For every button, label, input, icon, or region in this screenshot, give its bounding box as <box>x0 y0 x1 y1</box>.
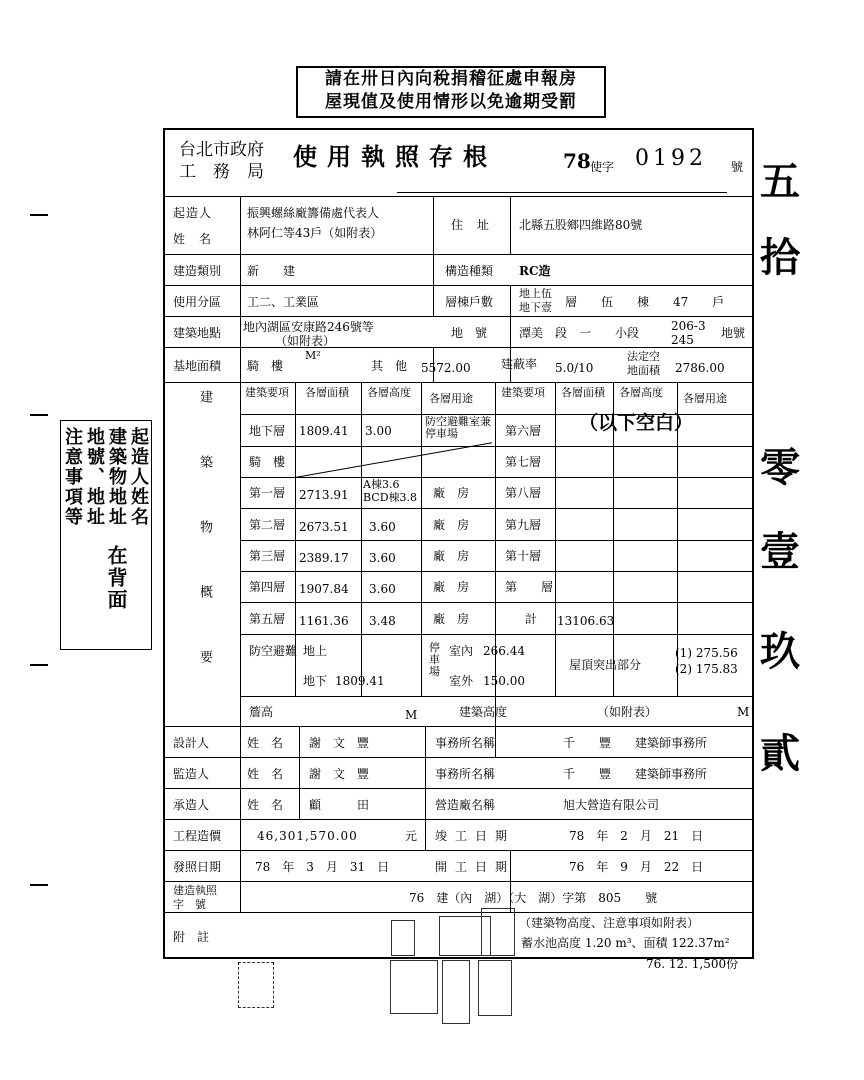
amount-char: 壹 <box>760 528 800 575</box>
other-area-value: 5572.00 <box>421 361 471 375</box>
margin-mark <box>30 664 48 666</box>
agency-line-1: 台北市政府 <box>179 140 264 160</box>
floor-item-right: 第六層 <box>505 424 542 438</box>
floor-item: 第一層 <box>249 486 286 500</box>
reverse-side-notice <box>60 420 152 650</box>
roof-value-2: (2) 175.83 <box>675 662 738 676</box>
floor-height: 3.00 <box>365 424 392 438</box>
build-type-value: 新 建 <box>247 264 296 278</box>
height-unit: M <box>737 705 750 719</box>
header-area-2: 各層面積 <box>561 386 605 399</box>
floor-use: 廠 房 <box>433 612 470 626</box>
supervisor-office: 千 豐 建築師事務所 <box>563 767 708 781</box>
blank-below-note: （以下空白） <box>579 412 694 434</box>
official-seal <box>391 920 415 956</box>
coverage-value: 5.0/10 <box>555 361 594 375</box>
parking-indoor-value: 266.44 <box>483 644 525 658</box>
lot-label: 地 號 <box>451 326 488 340</box>
legal-open-label-2: 地面積 <box>627 364 660 377</box>
address-label: 住 址 <box>451 218 491 232</box>
header-area: 各層面積 <box>305 386 349 399</box>
permit-prefix: 使字 <box>590 160 615 174</box>
notes-label: 附 註 <box>173 930 210 944</box>
side-col-5: 在背面 <box>104 545 128 611</box>
supervisor-office-label: 事務所名稱 <box>435 767 496 781</box>
supervisor-label: 監造人 <box>173 767 210 781</box>
roof-value-1: (1) 275.56 <box>675 646 738 660</box>
building-height-label: 建築高度 <box>459 705 508 719</box>
owner-name-2: 林阿仁等43戶（如附表） <box>247 226 383 240</box>
permit-no-label-1: 建造執照 <box>173 884 217 897</box>
floor-item-right: 第九層 <box>505 518 542 532</box>
contractor-name: 顧 田 <box>309 798 370 812</box>
seal-stamp <box>478 960 512 1016</box>
completion-date: 78 年 2 月 21 日 <box>569 829 704 843</box>
permit-number: 0192 <box>635 146 707 171</box>
designer-name-label: 姓 名 <box>247 736 284 750</box>
parking-outdoor-value: 150.00 <box>483 674 525 688</box>
supervisor-name: 謝 文 豐 <box>309 767 370 781</box>
roof-label: 屋頂突出部分 <box>569 658 642 672</box>
floor-height: 3.60 <box>369 551 396 565</box>
permit-year: 78 <box>563 149 591 173</box>
structure-label: 構造種類 <box>445 264 494 278</box>
notice-line-1: 請在卅日內向稅捐稽征處申報房 <box>325 69 577 89</box>
floor-item: 騎 樓 <box>249 455 286 469</box>
site-address: 地內湖區安康路246號等 <box>243 320 374 334</box>
supervisor-name-label: 姓 名 <box>247 767 284 781</box>
notes-line-1: （建築物高度、注意事項如附表） <box>519 916 700 930</box>
floors-above: 地上伍 <box>519 287 552 300</box>
lot-suffix: 地號 <box>721 326 746 340</box>
floor-item-right: 第八層 <box>505 486 542 500</box>
zone-label: 使用分區 <box>173 295 222 309</box>
building-section-label: 建築物概要 <box>197 390 212 715</box>
contractor-firm-label: 營造廠名稱 <box>435 798 496 812</box>
parking-outdoor-label: 室外 <box>449 674 474 688</box>
lot-number-2: 245 <box>671 333 694 347</box>
designer-name: 謝 文 豐 <box>309 736 370 750</box>
parking-indoor-label: 室內 <box>449 644 474 658</box>
floor-height: 3.60 <box>369 582 396 596</box>
side-col-4: 注意事項等 <box>62 427 83 527</box>
amount-char: 五 <box>760 158 800 205</box>
owner-address: 北縣五股鄉四維路80號 <box>519 218 643 232</box>
lot-section: 潭美 段 一 小段 <box>519 326 640 340</box>
shelter-below-value: 1809.41 <box>335 674 385 688</box>
margin-mark <box>30 884 48 886</box>
floor-area: 1907.84 <box>299 582 349 596</box>
shelter-above-label: 地上 <box>303 644 328 658</box>
build-type-label: 建造類別 <box>173 264 222 278</box>
floors-detail: 層 伍 棟 47 戶 <box>565 295 725 309</box>
unit-m2: M² <box>305 349 321 362</box>
floor-item: 第五層 <box>249 612 286 626</box>
designer-label: 設計人 <box>173 736 210 750</box>
contractor-firm: 旭大營造有限公司 <box>563 798 660 812</box>
floor-item: 第二層 <box>249 518 286 532</box>
floor-use: 廠 房 <box>433 549 470 563</box>
contractor-name-label: 姓 名 <box>247 798 284 812</box>
issue-date: 78 年 3 月 31 日 <box>255 860 390 874</box>
site-label: 建築地點 <box>173 326 222 340</box>
permit-no-label-2: 字 號 <box>173 898 206 911</box>
issue-label: 發照日期 <box>173 860 222 874</box>
floor-area: 1809.41 <box>299 424 349 438</box>
floor-item: 地下層 <box>249 424 286 438</box>
structure-value: RC造 <box>519 264 551 278</box>
designer-office: 千 豐 建築師事務所 <box>563 736 708 750</box>
amount-char: 玖 <box>760 628 800 675</box>
floor-item-right: 第十層 <box>505 549 542 563</box>
arcade-label: 騎 樓 <box>247 359 284 373</box>
header-use-2: 各層用途 <box>683 392 727 405</box>
floors-label: 層棟戶數 <box>445 295 494 309</box>
floor-item-right: 第 層 <box>505 580 554 594</box>
floor-item-right: 計 <box>525 612 538 626</box>
site-area-label: 基地面積 <box>173 359 222 373</box>
print-run: 76. 12. 1,500份 <box>646 957 739 971</box>
other-label: 其 他 <box>371 359 408 373</box>
header-height: 各層高度 <box>367 386 411 399</box>
owner-label-1: 起造人 <box>173 206 213 220</box>
zone-value: 工二、工業區 <box>247 295 320 309</box>
penalty-notice <box>296 66 606 118</box>
cost-label: 工程造價 <box>173 829 222 843</box>
legal-open-label-1: 法定空 <box>627 350 660 363</box>
owner-label-2: 姓 名 <box>173 232 213 246</box>
building-height-value: （如附表） <box>597 705 658 719</box>
notice-line-2: 屋現值及使用情形以免逾期受罰 <box>325 92 577 112</box>
coverage-label: 建蔽率 <box>501 357 538 371</box>
seal-stamp <box>442 960 470 1024</box>
seal-stamp <box>238 962 274 1008</box>
floor-item: 第四層 <box>249 580 286 594</box>
contractor-label: 承造人 <box>173 798 210 812</box>
amount-char: 貳 <box>760 730 800 777</box>
floor-use: 廠 房 <box>433 486 470 500</box>
parking-label: 停車場 <box>429 641 440 678</box>
seal-stamp <box>390 960 438 1014</box>
eave-unit: M <box>405 708 418 722</box>
official-seal <box>481 908 515 956</box>
floor-area: 2673.51 <box>299 520 349 534</box>
designer-office-label: 事務所名稱 <box>435 736 496 750</box>
notes-line-2: 蓄水池高度 1.20 m³、面積 122.37m² <box>521 936 730 950</box>
header-use: 各層用途 <box>429 392 473 405</box>
header-item: 建築要項 <box>245 386 289 399</box>
floor-height: A棟3.6 BCD棟3.8 <box>363 478 418 504</box>
shelter-below-label: 地下 <box>303 674 328 688</box>
floor-area: 2389.17 <box>299 551 349 565</box>
floor-item-right: 第七層 <box>505 455 542 469</box>
floor-area: 2713.91 <box>299 488 349 502</box>
floor-use: 廠 房 <box>433 518 470 532</box>
form-title: 使用執照存根 <box>293 142 497 171</box>
start-date: 76 年 9 月 22 日 <box>569 860 704 874</box>
lot-number-1: 206-3 <box>671 319 706 333</box>
cost-value: 46,301,570.00 <box>257 829 358 843</box>
floor-use: 廠 房 <box>433 580 470 594</box>
floor-height: 3.60 <box>369 520 396 534</box>
legal-open-value: 2786.00 <box>675 361 725 375</box>
header-height-2: 各層高度 <box>619 386 663 399</box>
floor-use: 防空避難室兼停車場 <box>425 415 491 440</box>
cost-unit: 元 <box>405 829 418 843</box>
completion-label: 竣工日期 <box>435 829 516 843</box>
margin-mark <box>30 214 48 216</box>
floor-item: 第三層 <box>249 549 286 563</box>
usage-permit-stub-form <box>163 128 754 959</box>
side-col-3: 地號、地址 <box>84 427 105 527</box>
owner-name-1: 振興螺絲廠籌備處代表人 <box>247 206 380 220</box>
shelter-label: 防空避難 <box>249 644 298 658</box>
amount-char: 零 <box>760 444 800 491</box>
floor-height: 3.48 <box>369 614 396 628</box>
floors-below: 地下壹 <box>519 301 552 314</box>
agency-line-2: 工 務 局 <box>179 162 264 182</box>
start-label: 開工日期 <box>435 860 516 874</box>
site-address-note: （如附表） <box>275 334 336 348</box>
margin-mark <box>30 414 48 416</box>
side-col-2: 建築物地址 <box>106 427 127 527</box>
header-item-2: 建築要項 <box>501 386 545 399</box>
building-permit-number: 76 建（內 湖）（大 湖）字第 805 號 <box>409 891 658 905</box>
eave-height-label: 簷高 <box>249 705 274 719</box>
side-col-1: 起造人姓名 <box>128 427 149 527</box>
amount-char: 拾 <box>760 234 800 281</box>
floor-area: 1161.36 <box>299 614 349 628</box>
total-area: 13106.63 <box>557 614 615 628</box>
permit-suffix: 號 <box>731 160 744 174</box>
